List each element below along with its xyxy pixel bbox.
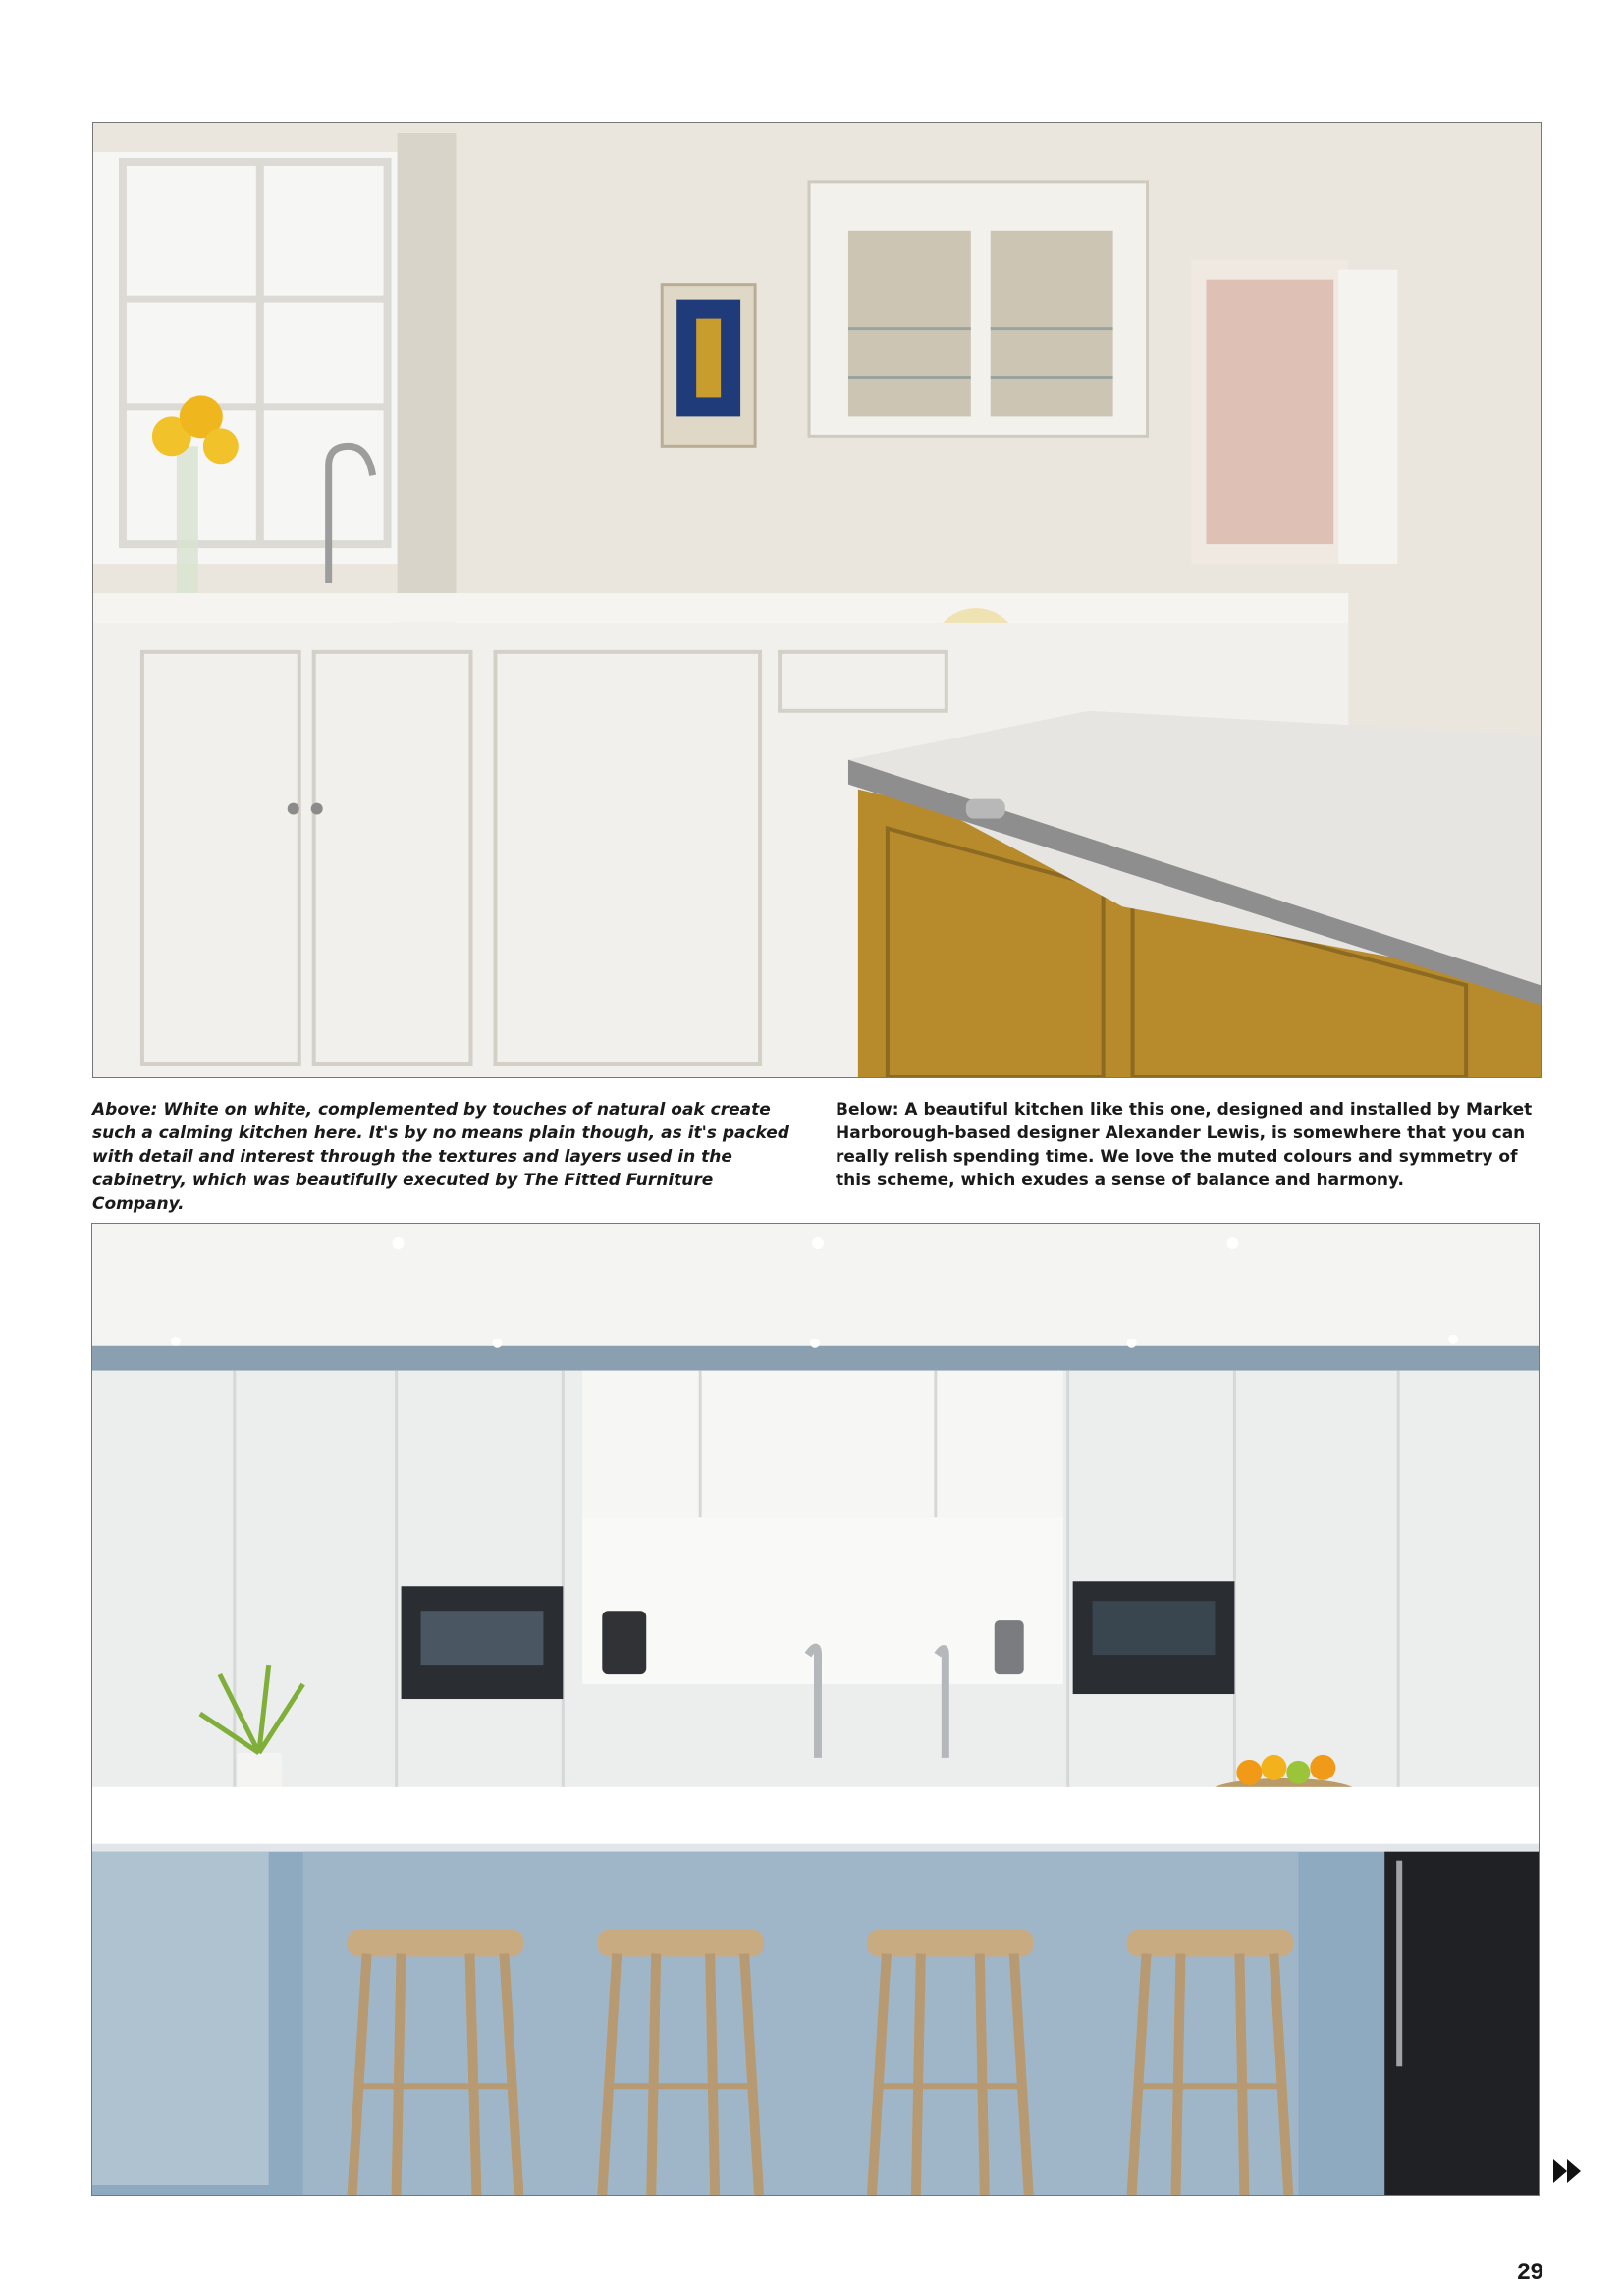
fast-forward-icon[interactable] [1553, 2159, 1585, 2183]
top-kitchen-illustration [93, 123, 1541, 1077]
caption-above-text: Above: White on white, complemented by touches of natural oak create such a calming kitchen here. It's by no means plain though, as it's packed with detail and interest through the textures and layers used in the cabinetry, which was beautifully executed by [92, 1100, 789, 1190]
caption-below [836, 1098, 1542, 1192]
caption-below-text-before: Below: A beautiful kitchen like this one, designed and installed by Market Harborough-based designer [836, 1100, 1533, 1143]
top-kitchen-photo [92, 122, 1542, 1078]
caption-above-credit: The Fitted Furniture Company [92, 1171, 714, 1214]
bottom-kitchen-photo [91, 1223, 1540, 2196]
bottom-kitchen-illustration [92, 1224, 1539, 2195]
caption-below-text-after: is somewhere that you can really relish spending time. We love the muted colours and symmetry of this scheme, which exudes a sense of balance and harmony. [836, 1123, 1526, 1190]
page-number: 29 [1517, 2259, 1543, 2285]
caption-below-credit: Alexander Lewis, [1105, 1123, 1267, 1143]
caption-above [92, 1098, 804, 1216]
caption-above-end: . [178, 1194, 185, 1214]
